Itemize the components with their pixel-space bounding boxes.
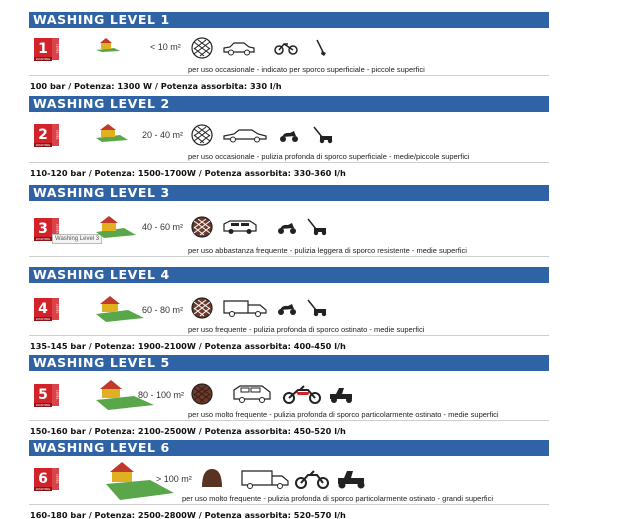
grid-pattern-icon [190, 37, 214, 64]
svg-text:1: 1 [38, 41, 48, 57]
scooter-icon [278, 127, 300, 148]
sedan-car-icon [222, 127, 268, 148]
level-badge [32, 296, 62, 324]
badge-side-caption: LEVEL [55, 390, 60, 400]
usage-icons [190, 37, 328, 64]
lawn-mower-icon [306, 299, 328, 322]
usage-description: per uso molto frequente - pulizia profonda di sporco particolarmente ostinato - grandi superfici [182, 494, 494, 503]
divider [29, 420, 549, 421]
usage-icons [190, 124, 334, 151]
grid-pattern-icon [190, 216, 214, 243]
divider [29, 335, 549, 336]
usage-description: per uso occasionale - pulizia profonda di sporco superficiale - medie/piccole superfici [188, 152, 470, 161]
grid-pattern-icon [200, 467, 224, 496]
usage-description: per uso molto frequente - pulizia profonda di sporco particolarmente ostinato - medie superfici [188, 410, 499, 419]
technical-specs: 100 bar / Potenza: 1300 W / Potenza assorbita: 330 l/h [30, 81, 282, 91]
technical-specs: 160-180 bar / Potenza: 2500-2800W / Potenza assorbita: 520-570 l/h [30, 510, 346, 519]
grid-pattern-icon [190, 383, 214, 410]
level-header: WASHING LEVEL 5 [29, 355, 549, 371]
technical-specs: 135-145 bar / Potenza: 1900-2100W / Potenza assorbita: 400-450 l/h [30, 341, 346, 351]
station-wagon-icon [222, 219, 258, 240]
usage-description: per uso occasionale - indicato per sporco superficiale - piccole superfici [188, 65, 425, 74]
scooter-icon [276, 219, 298, 240]
house-icon [94, 36, 122, 52]
level-header: WASHING LEVEL 4 [29, 267, 549, 283]
usage-description: per uso abbastanza frequente - pulizia leggera di sporco resistente - medie superfici [188, 246, 467, 255]
level-badge [32, 466, 62, 494]
house-icon [94, 122, 130, 142]
technical-specs: 110-120 bar / Potenza: 1500-1700W / Potenza assorbita: 330-360 l/h [30, 168, 346, 178]
badge-side-caption: LEVEL [55, 44, 60, 54]
badge-caption: WASHING [35, 143, 51, 148]
grid-pattern-icon [190, 297, 214, 324]
house-icon [94, 294, 146, 322]
badge-caption: WASHING [35, 317, 51, 322]
usage-description: per uso frequente - pulizia profonda di sporco ostinato - medie superfici [188, 325, 425, 334]
divider [29, 162, 549, 163]
ride-on-mower-icon [334, 468, 368, 495]
surface-area: 20 - 40 m² [142, 130, 184, 140]
badge-tooltip: Washing Level 3 [52, 234, 102, 244]
svg-text:4: 4 [38, 301, 48, 317]
usage-icons [200, 467, 368, 496]
surface-area: 80 - 100 m² [138, 390, 185, 400]
usage-icons [190, 297, 328, 324]
level-badge [32, 36, 62, 64]
surface-area: > 100 m² [156, 474, 192, 484]
divider [29, 256, 549, 257]
broom-icon [314, 39, 328, 62]
compact-car-icon [222, 40, 256, 61]
svg-text:3: 3 [38, 221, 48, 237]
lawn-mower-icon [312, 126, 334, 149]
usage-icons [190, 216, 328, 243]
surface-area: 40 - 60 m² [142, 222, 184, 232]
badge-caption: WASHING [35, 403, 51, 408]
motorbike-icon [282, 384, 322, 409]
svg-text:6: 6 [38, 471, 48, 487]
badge-side-caption: LEVEL [55, 474, 60, 484]
lawn-mower-icon [306, 218, 328, 241]
grid-pattern-icon [190, 124, 214, 151]
badge-caption: WASHING [35, 57, 51, 62]
usage-icons [190, 383, 356, 410]
badge-side-caption: LEVEL [55, 224, 60, 234]
badge-caption: WASHING [35, 237, 51, 242]
house-icon [94, 214, 138, 238]
level-badge [32, 122, 62, 150]
motorbike-icon [294, 469, 330, 494]
surface-area: < 10 m² [150, 42, 181, 52]
level-header: WASHING LEVEL 3 [29, 185, 549, 201]
lorry-icon [240, 468, 290, 495]
ride-on-mower-icon [326, 384, 356, 409]
bicycle-icon [274, 41, 298, 60]
badge-side-caption: LEVEL [55, 304, 60, 314]
level-header: WASHING LEVEL 2 [29, 96, 549, 112]
svg-text:2: 2 [38, 127, 48, 143]
level-badge [32, 382, 62, 410]
svg-text:5: 5 [38, 387, 48, 403]
badge-caption: WASHING [35, 487, 51, 492]
divider [29, 504, 549, 505]
level-header: WASHING LEVEL 1 [29, 12, 549, 28]
level-header: WASHING LEVEL 6 [29, 440, 549, 456]
technical-specs: 150-160 bar / Potenza: 2100-2500W / Potenza assorbita: 450-520 l/h [30, 426, 346, 436]
van-car-icon [232, 384, 272, 409]
scooter-icon [276, 300, 298, 321]
badge-side-caption: LEVEL [55, 130, 60, 140]
divider [29, 75, 549, 76]
surface-area: 60 - 80 m² [142, 305, 184, 315]
pickup-truck-icon [222, 298, 270, 323]
